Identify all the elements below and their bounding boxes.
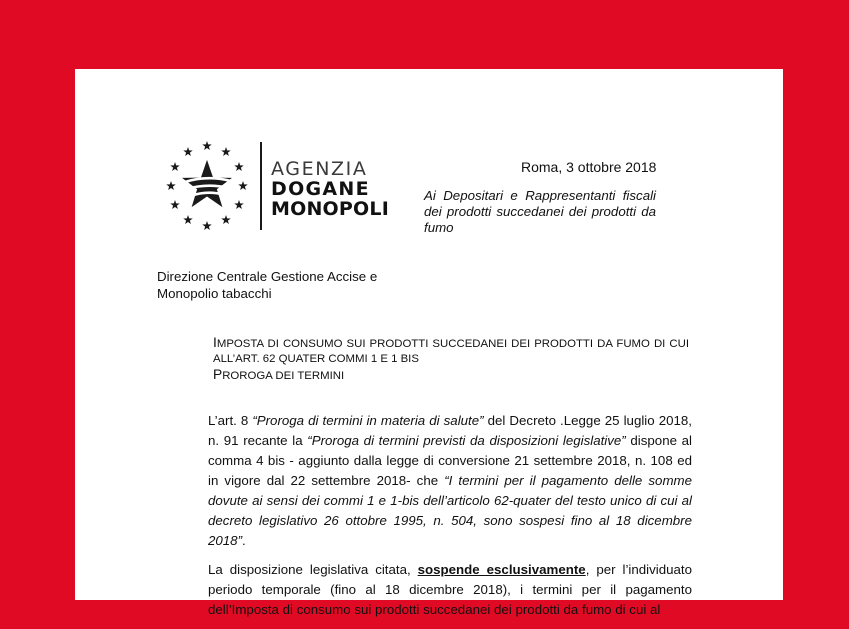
star-small-icon [183, 215, 192, 224]
star-small-icon [202, 221, 211, 230]
body-paragraph-1: L’art. 8 “Proroga di termini in materia di salute” del Decreto .Legge 25 luglio 2018, n. 91 recante la “Proroga di termini previsti da disposizioni legislative” dispone al comma 4 bis - aggiunto dalla legge di conversione 21 settembre 2018, n. 108 ed in vigore dal 22 settembre 2018- che “I termini per il pagamento delle somme dovute ai sensi dei commi 1 e 1-bis dell’articolo 62-quater del testo unico di cui al decreto legislativo 26 ottobre 1995, n. 504, sono sospesi fino al 18 dicembre 2018”. [208, 413, 693, 548]
issuing-direction: Direzione Centrale Gestione Accise e Monopolio tabacchi [157, 269, 378, 301]
subject-block [213, 335, 689, 384]
emphasis-sospende: sospende esclusivamente [417, 562, 586, 577]
body-paragraph-2: La disposizione legislativa citata, sospende esclusivamente, per l’individuato periodo temporale (fino al 18 dicembre 2018), i termini per il pagamento dell’Imposta di consumo sui prodotti succedanei dei prodotti da fumo di cui al [208, 562, 692, 617]
stars-emblem-icon [159, 139, 259, 234]
star-small-icon [183, 147, 192, 156]
logo-divider [260, 142, 262, 230]
subject-line-2: ALL’ART. 62 QUATER COMMI 1 E 1 BIS [213, 353, 419, 365]
recipient-block: Ai Depositari e Rappresentanti fiscali dei prodotti succedanei dei prodotti da fumo [424, 188, 656, 235]
star-small-icon [202, 141, 211, 150]
letter-body [208, 411, 692, 629]
star-small-icon [170, 200, 179, 209]
logo-wordmark [271, 159, 389, 219]
document-page [75, 69, 783, 617]
star-small-icon [221, 215, 230, 224]
star-small-icon [234, 200, 243, 209]
logo-line-monopoli: MONOPOLI [271, 198, 389, 220]
star-large-icon [182, 160, 232, 207]
logo-line-agenzia: AGENZIA [271, 158, 368, 180]
star-small-icon [221, 147, 230, 156]
subject-line-1: IMPOSTA DI CONSUMO SUI PRODOTTI SUCCEDANEI DEI PRODOTTI DA FUMO DI CUI [213, 335, 689, 350]
letter-date: Roma, 3 ottobre 2018 [521, 159, 657, 175]
star-small-icon [234, 162, 243, 171]
agency-logo [159, 139, 399, 234]
star-small-icon [238, 181, 247, 190]
subject-line-3: PROROGA DEI TERMINI [213, 367, 345, 382]
logo-line-dogane: DOGANE [271, 178, 370, 200]
star-small-icon [166, 181, 175, 190]
star-small-icon [170, 162, 179, 171]
